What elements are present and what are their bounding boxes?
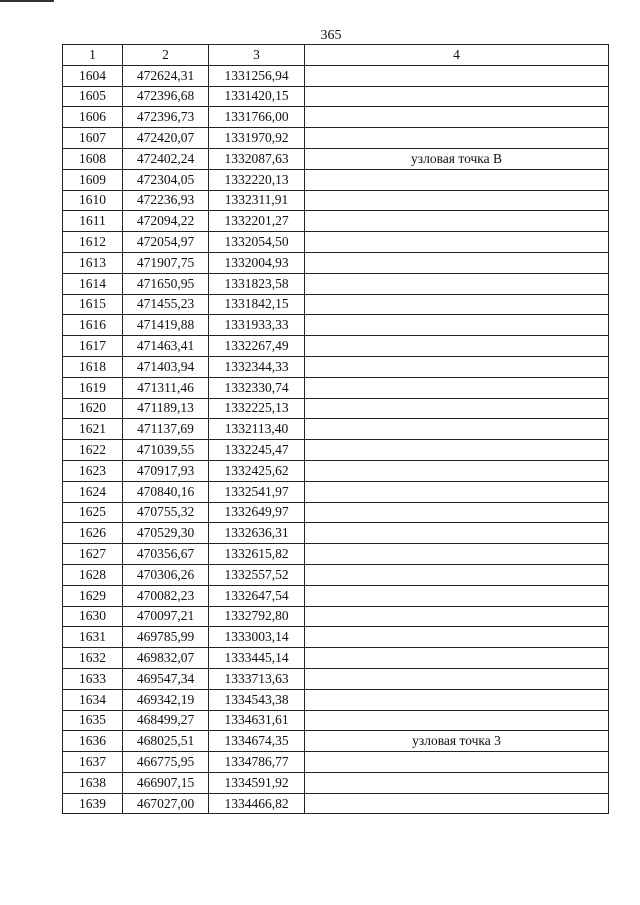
cell-point-number: 1619 [63, 377, 123, 398]
header-y-coordinate: 3 [209, 45, 305, 66]
table-row [63, 419, 609, 440]
table-row [63, 752, 609, 773]
cell-note [305, 356, 609, 377]
cell-note: узловая точка 3 [305, 731, 609, 752]
table-row [63, 731, 609, 752]
cell-x-coordinate: 469832,07 [123, 648, 209, 669]
table-row [63, 211, 609, 232]
cell-note [305, 793, 609, 814]
cell-x-coordinate: 470755,32 [123, 502, 209, 523]
table-row [63, 65, 609, 86]
cell-point-number: 1618 [63, 356, 123, 377]
cell-point-number: 1608 [63, 148, 123, 169]
table-row [63, 544, 609, 565]
table-row [63, 356, 609, 377]
cell-note [305, 419, 609, 440]
cell-x-coordinate: 471419,88 [123, 315, 209, 336]
cell-note [305, 211, 609, 232]
cell-note [305, 252, 609, 273]
cell-x-coordinate: 466907,15 [123, 772, 209, 793]
cell-note [305, 544, 609, 565]
cell-note [305, 440, 609, 461]
cell-x-coordinate: 470840,16 [123, 481, 209, 502]
cell-y-coordinate: 1332615,82 [209, 544, 305, 565]
page-number: 365 [320, 28, 342, 43]
cell-point-number: 1635 [63, 710, 123, 731]
header-x-coordinate: 2 [123, 45, 209, 66]
cell-note [305, 564, 609, 585]
table-row [63, 232, 609, 253]
cell-note [305, 169, 609, 190]
cell-x-coordinate: 470356,67 [123, 544, 209, 565]
cell-point-number: 1633 [63, 668, 123, 689]
table-row [63, 668, 609, 689]
cell-note [305, 65, 609, 86]
cell-note [305, 481, 609, 502]
table-row [63, 148, 609, 169]
cell-point-number: 1623 [63, 460, 123, 481]
cell-note [305, 668, 609, 689]
cell-point-number: 1612 [63, 232, 123, 253]
cell-y-coordinate: 1334786,77 [209, 752, 305, 773]
table-body [63, 65, 609, 814]
cell-x-coordinate: 469785,99 [123, 627, 209, 648]
cell-y-coordinate: 1332087,63 [209, 148, 305, 169]
cell-y-coordinate: 1331823,58 [209, 273, 305, 294]
cell-y-coordinate: 1332225,13 [209, 398, 305, 419]
cell-note [305, 398, 609, 419]
cell-point-number: 1607 [63, 128, 123, 149]
cell-y-coordinate: 1333713,63 [209, 668, 305, 689]
cell-y-coordinate: 1332425,62 [209, 460, 305, 481]
table-row [63, 627, 609, 648]
table-row [63, 460, 609, 481]
cell-point-number: 1632 [63, 648, 123, 669]
table-row [63, 710, 609, 731]
cell-y-coordinate: 1331933,33 [209, 315, 305, 336]
cell-x-coordinate: 472054,97 [123, 232, 209, 253]
cell-note [305, 273, 609, 294]
cell-point-number: 1638 [63, 772, 123, 793]
cell-x-coordinate: 472304,05 [123, 169, 209, 190]
cell-x-coordinate: 471311,46 [123, 377, 209, 398]
cell-y-coordinate: 1334466,82 [209, 793, 305, 814]
cell-x-coordinate: 472236,93 [123, 190, 209, 211]
cell-x-coordinate: 471403,94 [123, 356, 209, 377]
table-row [63, 606, 609, 627]
cell-x-coordinate: 471463,41 [123, 336, 209, 357]
cell-point-number: 1613 [63, 252, 123, 273]
cell-x-coordinate: 471907,75 [123, 252, 209, 273]
cell-x-coordinate: 468499,27 [123, 710, 209, 731]
cell-y-coordinate: 1332113,40 [209, 419, 305, 440]
cell-point-number: 1615 [63, 294, 123, 315]
cell-x-coordinate: 472396,73 [123, 107, 209, 128]
scan-edge-line [0, 0, 54, 2]
cell-note [305, 190, 609, 211]
cell-note [305, 502, 609, 523]
cell-point-number: 1634 [63, 689, 123, 710]
header-point-number: 1 [63, 45, 123, 66]
cell-point-number: 1609 [63, 169, 123, 190]
cell-x-coordinate: 468025,51 [123, 731, 209, 752]
table-row [63, 648, 609, 669]
table-row [63, 440, 609, 461]
cell-note [305, 107, 609, 128]
cell-y-coordinate: 1332541,97 [209, 481, 305, 502]
table-row [63, 564, 609, 585]
cell-y-coordinate: 1332344,33 [209, 356, 305, 377]
cell-x-coordinate: 466775,95 [123, 752, 209, 773]
cell-point-number: 1624 [63, 481, 123, 502]
cell-note [305, 232, 609, 253]
cell-x-coordinate: 469547,34 [123, 668, 209, 689]
cell-point-number: 1630 [63, 606, 123, 627]
cell-note [305, 752, 609, 773]
table-row [63, 294, 609, 315]
cell-point-number: 1606 [63, 107, 123, 128]
cell-x-coordinate: 472094,22 [123, 211, 209, 232]
table-row [63, 585, 609, 606]
cell-y-coordinate: 1332792,80 [209, 606, 305, 627]
cell-note [305, 710, 609, 731]
cell-note [305, 294, 609, 315]
table-row [63, 502, 609, 523]
table-row [63, 377, 609, 398]
cell-point-number: 1629 [63, 585, 123, 606]
cell-y-coordinate: 1334591,92 [209, 772, 305, 793]
cell-note [305, 460, 609, 481]
cell-x-coordinate: 470306,26 [123, 564, 209, 585]
table-header-row [63, 45, 609, 66]
cell-note [305, 772, 609, 793]
table-row [63, 190, 609, 211]
cell-x-coordinate: 470097,21 [123, 606, 209, 627]
cell-point-number: 1636 [63, 731, 123, 752]
table-row [63, 252, 609, 273]
cell-y-coordinate: 1332220,13 [209, 169, 305, 190]
cell-point-number: 1611 [63, 211, 123, 232]
cell-y-coordinate: 1332636,31 [209, 523, 305, 544]
table-row [63, 273, 609, 294]
cell-y-coordinate: 1333445,14 [209, 648, 305, 669]
cell-y-coordinate: 1331766,00 [209, 107, 305, 128]
cell-y-coordinate: 1332330,74 [209, 377, 305, 398]
table-row [63, 169, 609, 190]
cell-note [305, 128, 609, 149]
cell-note [305, 689, 609, 710]
cell-x-coordinate: 470082,23 [123, 585, 209, 606]
table-row [63, 523, 609, 544]
cell-x-coordinate: 471455,23 [123, 294, 209, 315]
cell-y-coordinate: 1332649,97 [209, 502, 305, 523]
cell-point-number: 1621 [63, 419, 123, 440]
table-row [63, 772, 609, 793]
cell-point-number: 1639 [63, 793, 123, 814]
header-note: 4 [305, 45, 609, 66]
cell-x-coordinate: 470917,93 [123, 460, 209, 481]
cell-note [305, 627, 609, 648]
table-row [63, 128, 609, 149]
cell-point-number: 1620 [63, 398, 123, 419]
cell-y-coordinate: 1334543,38 [209, 689, 305, 710]
cell-note [305, 606, 609, 627]
cell-x-coordinate: 471189,13 [123, 398, 209, 419]
table-row [63, 107, 609, 128]
cell-x-coordinate: 472624,31 [123, 65, 209, 86]
cell-y-coordinate: 1332004,93 [209, 252, 305, 273]
cell-point-number: 1610 [63, 190, 123, 211]
cell-y-coordinate: 1332557,52 [209, 564, 305, 585]
cell-note [305, 315, 609, 336]
cell-point-number: 1625 [63, 502, 123, 523]
cell-note [305, 336, 609, 357]
cell-note: узловая точка В [305, 148, 609, 169]
table-row [63, 86, 609, 107]
cell-point-number: 1617 [63, 336, 123, 357]
table-row [63, 481, 609, 502]
cell-y-coordinate: 1332311,91 [209, 190, 305, 211]
cell-y-coordinate: 1333003,14 [209, 627, 305, 648]
cell-x-coordinate: 471650,95 [123, 273, 209, 294]
cell-point-number: 1605 [63, 86, 123, 107]
cell-point-number: 1631 [63, 627, 123, 648]
cell-y-coordinate: 1331420,15 [209, 86, 305, 107]
cell-y-coordinate: 1334631,61 [209, 710, 305, 731]
table-row [63, 336, 609, 357]
cell-point-number: 1626 [63, 523, 123, 544]
cell-point-number: 1622 [63, 440, 123, 461]
cell-y-coordinate: 1331842,15 [209, 294, 305, 315]
table-row [63, 689, 609, 710]
cell-x-coordinate: 471137,69 [123, 419, 209, 440]
cell-y-coordinate: 1331256,94 [209, 65, 305, 86]
table-row [63, 793, 609, 814]
cell-note [305, 523, 609, 544]
cell-x-coordinate: 467027,00 [123, 793, 209, 814]
cell-y-coordinate: 1332267,49 [209, 336, 305, 357]
cell-point-number: 1604 [63, 65, 123, 86]
cell-y-coordinate: 1332647,54 [209, 585, 305, 606]
cell-y-coordinate: 1332245,47 [209, 440, 305, 461]
cell-y-coordinate: 1334674,35 [209, 731, 305, 752]
cell-note [305, 648, 609, 669]
cell-x-coordinate: 470529,30 [123, 523, 209, 544]
cell-x-coordinate: 472420,07 [123, 128, 209, 149]
cell-x-coordinate: 472396,68 [123, 86, 209, 107]
coordinates-table [62, 44, 609, 814]
cell-point-number: 1627 [63, 544, 123, 565]
cell-point-number: 1637 [63, 752, 123, 773]
cell-point-number: 1614 [63, 273, 123, 294]
cell-note [305, 86, 609, 107]
cell-y-coordinate: 1331970,92 [209, 128, 305, 149]
cell-point-number: 1628 [63, 564, 123, 585]
table-row [63, 315, 609, 336]
cell-x-coordinate: 471039,55 [123, 440, 209, 461]
cell-note [305, 585, 609, 606]
cell-x-coordinate: 469342,19 [123, 689, 209, 710]
cell-x-coordinate: 472402,24 [123, 148, 209, 169]
cell-note [305, 377, 609, 398]
cell-y-coordinate: 1332201,27 [209, 211, 305, 232]
cell-point-number: 1616 [63, 315, 123, 336]
table-row [63, 398, 609, 419]
cell-y-coordinate: 1332054,50 [209, 232, 305, 253]
